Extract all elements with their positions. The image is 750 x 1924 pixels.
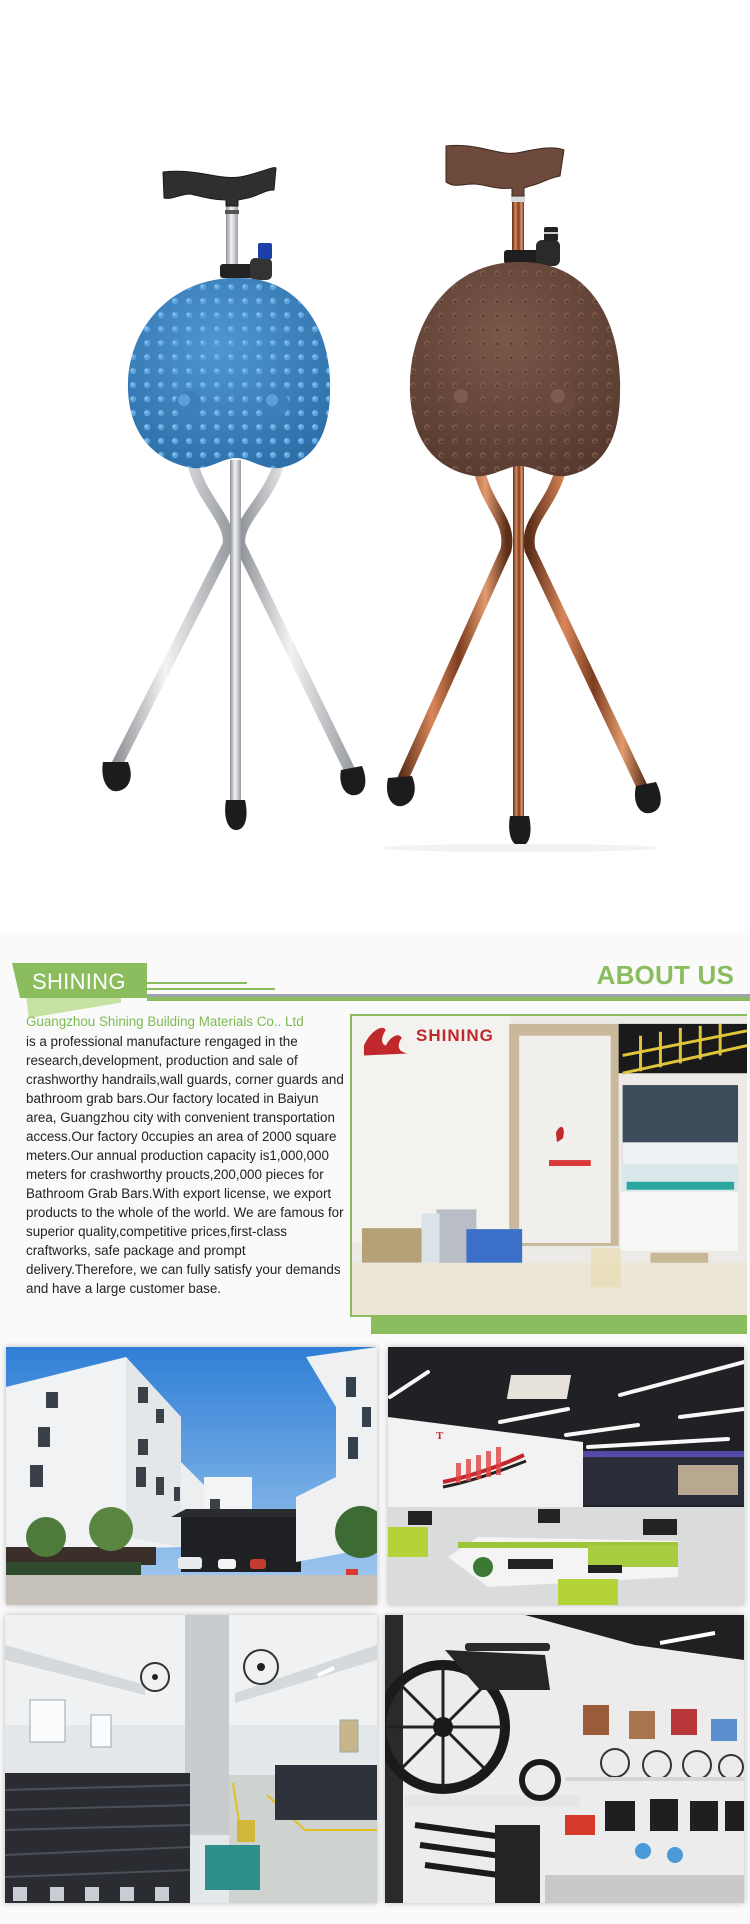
decorative-line [147,982,247,984]
showroom-illustration [385,1615,744,1903]
factory-building-photo [6,1347,377,1605]
office-floor-illustration [388,1347,744,1605]
factory-building-illustration [6,1347,377,1605]
decorative-green-bar [371,1316,747,1334]
product-hero [0,0,750,935]
reception-illustration [352,1016,747,1315]
warehouse-photo [5,1615,377,1903]
warehouse-illustration [5,1615,377,1903]
about-section [0,935,750,1924]
decorative-line [147,988,275,990]
seat-cane-product-image [0,0,750,935]
about-title: ABOUT US [596,960,734,990]
svg-text:T: T [436,1430,444,1442]
reception-photo [350,1014,747,1317]
company-description: is a professional manufacture rengaged in the research,development, production and sale of crashworthy handrails,wall guards, corner guards and bathroom grab bars.Our factory located in Baiyun area, Guangzhou city with convenient transportation access.Our factory 0ccupies an area of 2000 square meters.Our annual production capacity is1,000,000 meters for crashworthy proucts,200,000 pieces for Bathroom Grab Bars.With export license, we export products to the whole of the world. We are famous for superior quality,competitive prices,first-class craftworks, safe package and prompt delivery.Therefore, we can fully satisfy your demands and have a large customer base. [26,1034,344,1296]
header-rule-green [147,997,750,1001]
reception-logo-text: SHINING [416,1026,494,1045]
company-name: Guangzhou Shining Building Materials Co.. Ltd [26,1014,304,1029]
office-floor-photo [388,1347,744,1605]
about-header [0,955,750,1015]
brand-label: SHINING [32,969,126,994]
showroom-wheelchairs-photo [385,1615,744,1903]
